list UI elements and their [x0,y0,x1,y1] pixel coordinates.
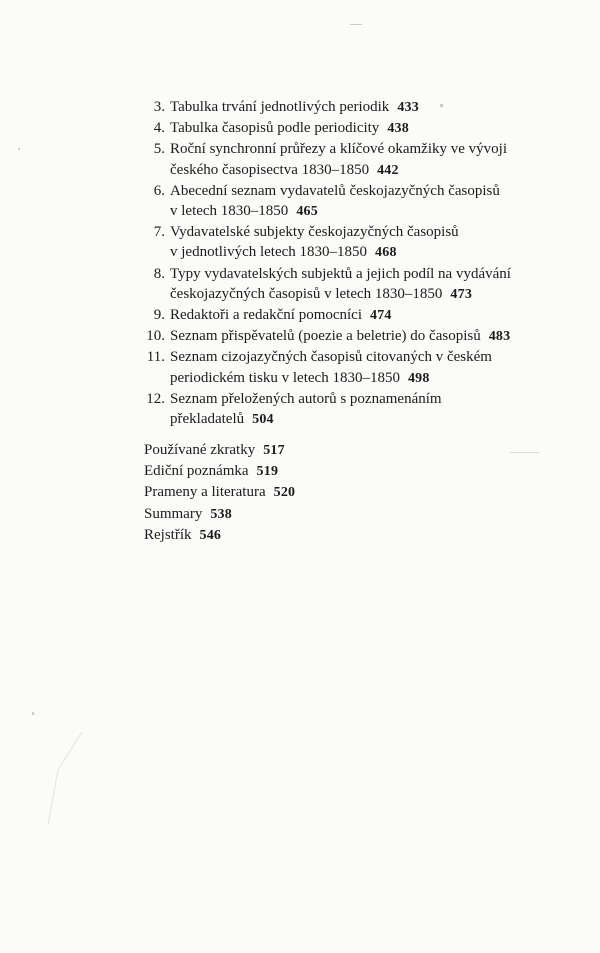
backmatter-entry-page: 519 [256,464,279,480]
toc-entry-title-line: českojazyčných časopisů v letech 1830–1850 473 [170,285,473,302]
toc-entry-number: 8. [153,265,165,282]
toc-entry [0,222,600,263]
backmatter-entry-title: Rejstřík [144,526,192,543]
backmatter-entry [144,482,295,503]
toc-entry-title-line: Typy vydavatelských subjektů a jejich podíl na vydávání [170,265,511,282]
toc-entry-title-line: Seznam cizojazyčných časopisů citovaných v českém [170,349,492,366]
toc-entry-title-line: periodickém tisku v letech 1830–1850 498 [170,369,430,386]
backmatter-entry-page: 538 [210,506,232,522]
toc-entry [0,139,600,180]
backmatter-entry-page: 520 [273,485,296,501]
toc-entry-title-line: v letech 1830–1850 465 [170,203,318,220]
toc-entry [0,264,600,305]
toc-entry [0,389,600,430]
toc-entry [0,326,600,347]
toc-entry [0,305,600,326]
toc-entry [0,97,600,118]
toc-entry-number: 10. [146,328,165,345]
toc-entry-title-line: Abecední seznam vydavatelů českojazyčných časopisů [170,182,500,199]
toc-entry-page: 498 [407,370,430,386]
scan-scratch [40,730,90,830]
backmatter-entry [144,525,295,546]
toc-entry-title-line: Tabulka trvání jednotlivých periodik 433 [170,99,419,115]
toc-entry-page: 433 [397,100,419,115]
toc-entry-number: 3. [153,99,165,115]
backmatter-entry-title: Summary [144,505,203,522]
scan-dash [510,452,540,453]
backmatter-entry-title: Prameny a literatura [144,484,266,501]
toc-entry-number: 11. [146,349,165,366]
toc-entry-number: 5. [153,141,165,158]
toc-entry-page: 438 [387,121,409,137]
toc-entry-page: 465 [296,204,318,220]
toc-entry-page: 504 [252,412,274,428]
backmatter-entry-page: 546 [199,527,222,543]
toc-entry-title-line: Tabulka časopisů podle periodicity 438 [170,120,409,137]
toc-entry-number: 7. [153,224,165,241]
toc-entry-title-line: Roční synchronní průřezy a klíčové okamžiky ve vývoji [170,141,507,158]
toc-entry-title-line: Seznam přispěvatelů (poezie a beletrie) do časopisů 483 [170,328,511,345]
toc-entry [0,347,600,388]
backmatter-entry-page: 517 [263,443,285,458]
backmatter-entry [144,504,295,525]
backmatter-list [144,440,295,546]
toc-entry-page: 468 [375,245,397,261]
toc-entry-page: 483 [488,329,511,345]
toc-entry-page: 442 [377,162,399,178]
toc-entry-number: 4. [153,120,165,137]
toc-entry-title-line: Vydavatelské subjekty českojazyčných časopisů [170,224,459,241]
toc-list [0,97,600,430]
toc-entry [0,181,600,222]
toc-entry-title-line: českého časopisectva 1830–1850 442 [170,161,399,178]
backmatter-entry [144,440,295,461]
toc-entry-title-line: překladatelů 504 [170,411,274,428]
toc-entry-number: 6. [153,182,165,199]
toc-entry-title-line: Redaktoři a redakční pomocníci 474 [170,307,392,324]
toc-entry-number: 12. [146,390,165,407]
backmatter-entry-title: Ediční poznámka [144,463,249,480]
toc-entry-number: 9. [153,307,165,324]
scan-dash [350,24,362,25]
toc-entry-page: 473 [450,286,473,302]
toc-entry-title-line: Seznam přeložených autorů s poznamenáním [170,390,442,407]
backmatter-entry [144,461,295,482]
scan-dot [32,712,34,715]
toc-entry-title-line: v jednotlivých letech 1830–1850 468 [170,244,397,261]
toc-entry [0,118,600,139]
backmatter-entry-title: Používané zkratky [144,442,256,458]
toc-entry-page: 474 [370,308,392,324]
